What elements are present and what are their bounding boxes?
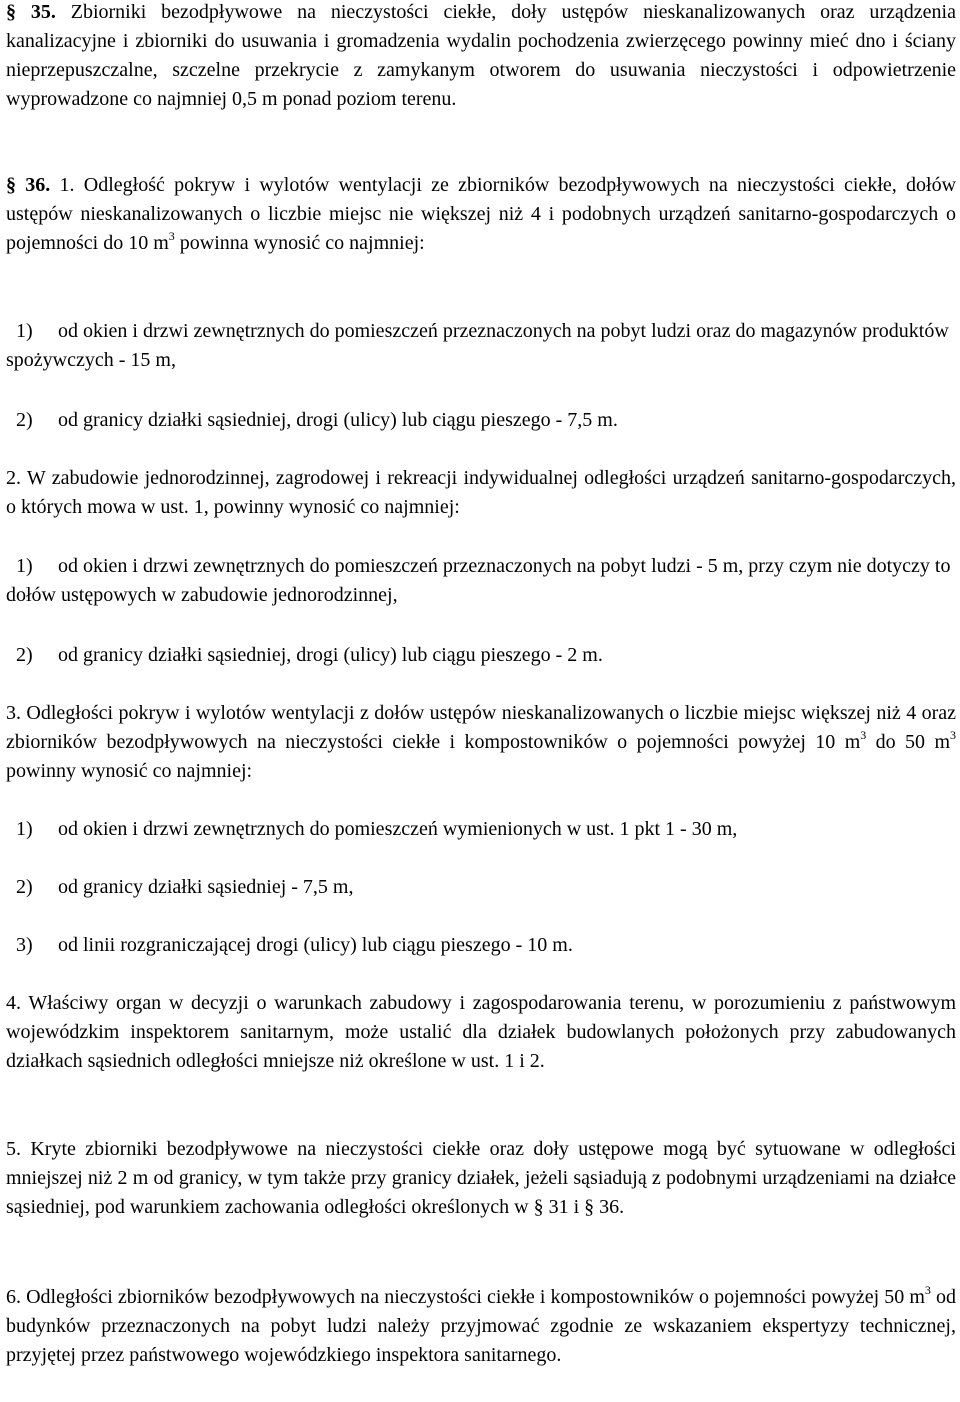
paragraph-3-sup-2: 3 [950,728,956,742]
paragraph-1-item-2-text: od granicy działki sąsiedniej, drogi (ulicy) lub ciągu pieszego - 7,5 m. [58,409,618,431]
section-36-paragraph-6 [6,1283,956,1370]
paragraph-3-item-1 [6,815,956,844]
paragraph-3-item-1-label: 1) [16,818,33,840]
paragraph-4-label: 4. [6,992,21,1014]
paragraph-3-sup-1: 3 [860,728,867,742]
paragraph-1-item-1-label: 1) [16,320,33,342]
paragraph-3-item-2 [6,873,956,902]
paragraph-1-text-a: Odległość pokryw i wylotów wentylacji ze zbiorników bezodpływowych na nieczystości ciekłe, dołów ustępów nieskanalizowanych o liczbie miejsc nie większej niż 4 i podobnych urządzeń sanitarno-gospodarczych o pojemności do 10 m [6,174,957,254]
paragraph-1-item-2 [6,406,956,435]
paragraph-2-item-1-label: 1) [16,555,33,577]
section-36-paragraph-3 [6,699,956,786]
paragraph-6-text-a: Odległości zbiorników bezodpływowych na nieczystości ciekłe i kompostowników o pojemności powyżej 50 m [26,1286,925,1308]
paragraph-4-text: Właściwy organ w decyzji o warunkach zabudowy i zagospodarowania terenu, w porozumieniu z państwowym wojewódzkim inspektorem sanitarnym, może ustalić dla działek budowlanych położonych przy zabudowanych działkach sąsiednich odległości mniejsze niż określone w ust. 1 i 2. [6,992,957,1072]
paragraph-1-text-b: powinna wynosić co najmniej: [174,232,425,254]
paragraph-6-sup: 3 [924,1283,931,1297]
paragraph-3-item-3-text: od linii rozgraniczającej drogi (ulicy) lub ciągu pieszego - 10 m. [58,934,573,956]
paragraph-2-item-2-label: 2) [16,644,33,666]
section-36-paragraph-2 [6,464,956,522]
paragraph-1-item-2-label: 2) [16,409,33,431]
paragraph-1-item-1-text: od okien i drzwi zewnętrznych do pomieszczeń przeznaczonych na pobyt ludzi oraz do magazynów produktów spożywczych - 15 m, [6,320,949,371]
paragraph-5-text: Kryte zbiorniki bezodpływowe na nieczystości ciekłe oraz doły ustępowe mogą być sytuowane w odległości mniejszej niż 2 m od granicy, w tym także przy granicy działek, jeżeli sąsiadują z podobnymi urządzeniami na działce sąsiedniej, pod warunkiem zachowania odległości określonych w § 31 i § 36. [6,1138,956,1218]
paragraph-2-item-2 [6,641,956,670]
paragraph-3-item-3-label: 3) [16,934,33,956]
paragraph-1-sup: 3 [168,229,175,243]
paragraph-2-text: W zabudowie jednorodzinnej, zagrodowej i rekreacji indywidualnej odległości urządzeń sanitarno-gospodarczych, o których mowa w ust. 1, powinny wynosić co najmniej: [6,467,956,518]
paragraph-6-label: 6. [6,1286,21,1308]
paragraph-3-text-b: do 50 m [866,731,950,753]
paragraph-6-text-b: od budynków przeznaczonych na pobyt ludzi należy przyjmować zgodnie ze wskazaniem ekspertyzy technicznej, przyjętej przez państwowego wojewódzkiego inspektora sanitarnego. [6,1286,957,1366]
paragraph-3-item-1-text: od okien i drzwi zewnętrznych do pomieszczeń wymienionych w ust. 1 pkt 1 - 30 m, [58,818,738,840]
paragraph-3-item-2-text: od granicy działki sąsiedniej - 7,5 m, [58,876,354,898]
paragraph-3-text-c: powinny wynosić co najmniej: [6,760,253,782]
paragraph-1-label: 1. [59,174,75,196]
paragraph-2-label: 2. [6,467,21,489]
paragraph-3-item-2-label: 2) [16,876,33,898]
paragraph-3-text-a: Odległości pokryw i wylotów wentylacji z dołów ustępów nieskanalizowanych o liczbie miejsc większej niż 4 oraz zbiorników bezodpływowych na nieczystości ciekłe i kompostowników o pojemności powyżej 10 m [6,702,957,753]
paragraph-5-label: 5. [6,1138,21,1160]
paragraph-1-item-1 [6,317,956,375]
section-35-text: Zbiorniki bezodpływowe na nieczystości ciekłe, doły ustępów nieskanalizowanych oraz urządzenia kanalizacyjne i zbiorniki do usuwania i gromadzenia wydalin pochodzenia zwierzęcego powinny mieć dno i ściany nieprzepuszczalne, szczelne przekrycie z zamykanym otworem do usuwania nieczystości i odpowietrzenie wyprowadzone co najmniej 0,5 m ponad poziom terenu. [6,1,956,110]
paragraph-3-label: 3. [6,702,21,724]
paragraph-2-item-1 [6,552,956,610]
section-35 [6,0,956,114]
section-36-paragraph-5 [6,1135,956,1222]
section-36-paragraph-4 [6,989,956,1076]
section-35-number: § 35. [6,1,56,23]
paragraph-3-item-3 [6,931,956,960]
section-36-paragraph-1 [6,171,956,258]
paragraph-2-item-1-text: od okien i drzwi zewnętrznych do pomieszczeń przeznaczonych na pobyt ludzi - 5 m, przy czym nie dotyczy to dołów ustępowych w zabudowie jednorodzinnej, [6,555,951,606]
paragraph-2-item-2-text: od granicy działki sąsiedniej, drogi (ulicy) lub ciągu pieszego - 2 m. [58,644,603,666]
section-36-number: § 36. [6,174,51,196]
